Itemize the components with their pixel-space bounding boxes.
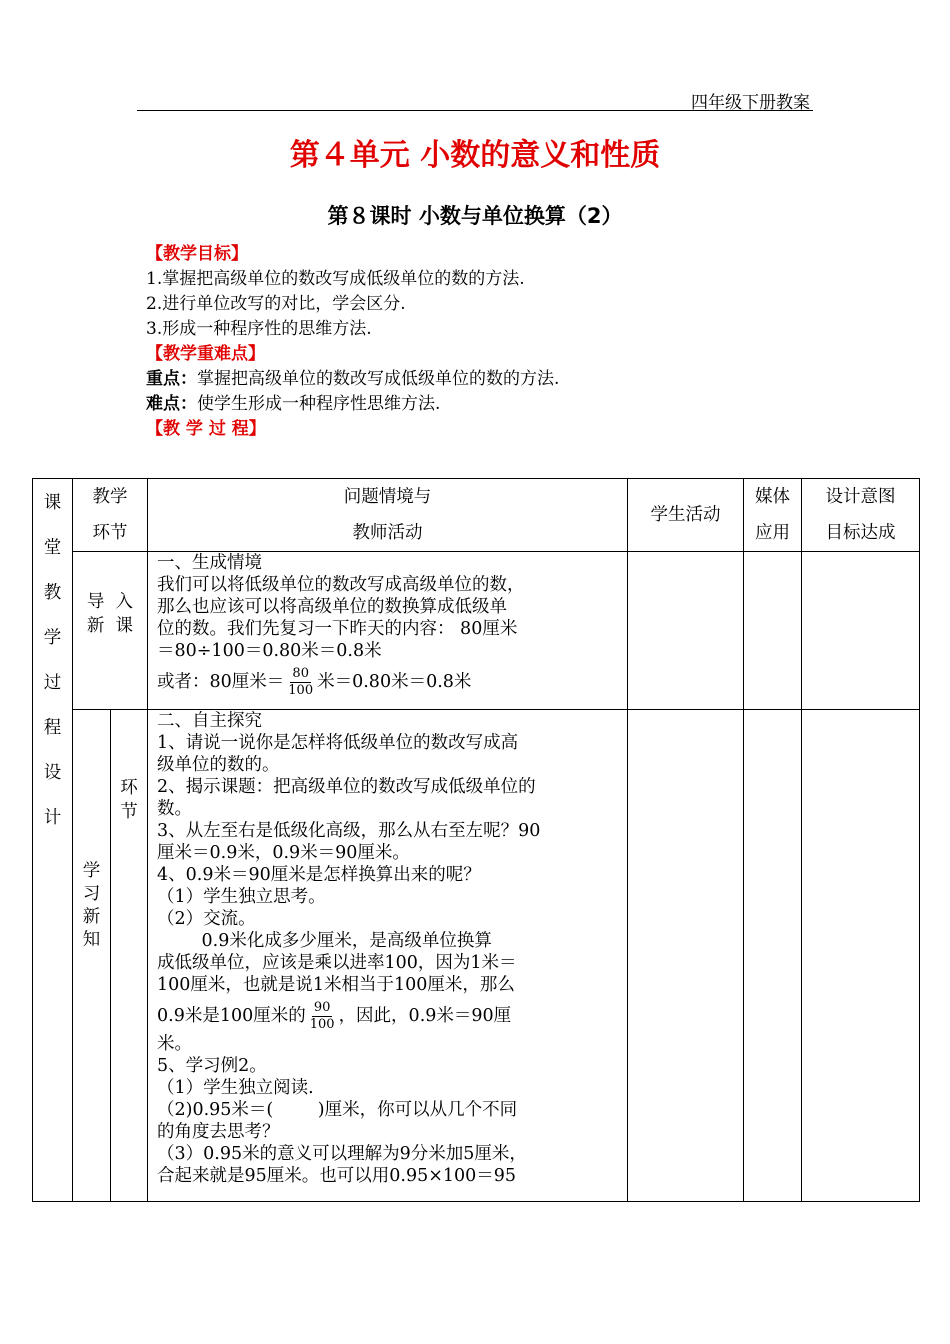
fraction-denominator: 100 [288,683,314,698]
text-line: 100厘米，也就是说1米相当于100厘米，那么 [157,975,515,995]
substage-char: 节 [120,802,138,822]
text-line: 的角度去思考？ [157,1122,280,1142]
header-text: 教师活动 [352,523,423,543]
text-line: （1）学生独立思考。 [157,887,326,907]
header-rule [137,110,813,111]
header-note: 四年级下册教案 [691,93,810,113]
side-char: 过 [43,673,62,693]
text-line: （2)0.95米＝( )厘米，你可以从几个不同 [157,1100,518,1120]
header-text: 目标达成 [825,523,896,543]
page-title: 第４单元 小数的意义和性质 [289,138,661,173]
goal-item: 3.形成一种程序性的思维方法. [146,319,372,339]
text-line: 0.9米化成多少厘米，是高级单位换算 [157,931,492,951]
row1-teacher-activity [148,552,628,710]
difficulty-text: 使学生形成一种程序性思维方法. [197,394,441,414]
header-text: 教学 [92,487,128,507]
substage-char: 环 [120,778,138,798]
stage-text: 新 课 [86,616,134,636]
row2-stage [73,710,111,1202]
text-line: 2、揭示课题：把高级单位的数改写成低级单位的 [157,777,536,797]
difficulty-label: 难点： [146,394,197,414]
text-line: 那么也应该可以将高级单位的数换算成低级单 [157,597,507,617]
text-line: 数。 [157,799,192,819]
header-media [744,479,802,552]
stage-char: 新 [82,907,101,927]
row2-media [744,710,802,1202]
side-char: 堂 [43,538,62,558]
side-char: 程 [43,718,62,738]
header-stage [73,479,148,552]
key-label: 【教学重难点】 [146,344,265,364]
header-text: 设计意图 [825,487,896,507]
text-line: 5、学习例2。 [157,1056,267,1076]
goal-item: 1.掌握把高级单位的数改写成低级单位的数的方法. [146,269,525,289]
text-line: （2）交流。 [157,909,256,929]
side-char: 课 [43,493,62,513]
row2-design [802,710,920,1202]
stage-char: 习 [82,884,101,904]
header-teacher [148,479,628,552]
lesson-subtitle: 第８课时 小数与单位换算（2） [327,204,623,228]
row2-student-activity [628,710,744,1202]
stage-char: 知 [82,930,101,950]
text-line: （3）0.95米的意义可以理解为9分米加5厘米， [157,1144,527,1164]
objectives-block [146,242,766,442]
header-text: 应用 [755,523,790,543]
side-char: 计 [43,808,62,828]
difficulty-line [146,392,766,417]
fraction-numerator: 80 [292,666,309,681]
text-line: 二、自主探究 [157,711,262,731]
text-line: 米。 [157,1034,192,1054]
side-char: 设 [43,763,62,783]
header-text: 问题情境与 [343,487,432,507]
text-segment: 或者：80厘米＝ [157,672,285,692]
text-line: 一、生成情境 [157,553,262,573]
fraction-line [157,1000,623,1033]
header-student: 学生活动 [628,479,744,552]
lesson-plan-table [32,478,920,1202]
fraction-numerator: 90 [313,1000,331,1015]
key-point-label: 重点： [146,369,197,389]
header-text: 环节 [92,523,128,543]
text-line: 成低级单位，应该是乘以进率100，因为1米＝ [157,953,517,973]
text-line: 级单位的数的。 [157,755,280,775]
text-line: 合起来就是95厘米。也可以用0.95×100＝95 [157,1166,517,1186]
goals-label: 【教学目标】 [146,244,248,264]
header-design [802,479,920,552]
fraction-denominator: 100 [309,1017,335,1032]
side-label [33,479,73,1202]
row1-design [802,552,920,710]
fraction-line [157,666,623,699]
side-char: 学 [43,628,62,648]
stage-text: 导 入 [86,592,134,612]
header-text: 媒体 [755,487,790,507]
row2-substage [111,710,148,1202]
text-line: 3、从左至右是低级化高级，那么从右至左呢？90 [157,821,541,841]
text-line: ＝80÷100＝0.80米＝0.8米 [157,641,382,661]
fraction [308,1000,337,1033]
text-segment: 0.9米是100厘米的 [157,1006,306,1026]
stage-char: 学 [82,861,101,881]
goal-item: 2.进行单位改写的对比，学会区分. [146,294,406,314]
text-line: 我们可以将低级单位的数改写成高级单位的数， [157,575,525,595]
text-segment: 米＝0.80米＝0.8米 [317,672,472,692]
side-char: 教 [43,583,62,603]
process-label: 【教 学 过 程】 [146,419,266,439]
text-line: 厘米＝0.9米，0.9米＝90厘米。 [157,843,410,863]
key-point-line [146,367,766,392]
fraction [286,666,315,699]
row1-student-activity [628,552,744,710]
key-point-text: 掌握把高级单位的数改写成低级单位的数的方法. [197,369,560,389]
row1-media [744,552,802,710]
text-line: 4、0.9米＝90厘米是怎样换算出来的呢？ [157,865,481,885]
text-line: 1、请说一说你是怎样将低级单位的数改写成高 [157,733,519,753]
text-line: 位的数。我们先复习一下昨天的内容： 80厘米 [157,619,518,639]
text-segment: ，因此，0.9米＝90厘 [338,1006,512,1026]
row1-stage [73,552,148,710]
row2-teacher-activity [148,710,628,1202]
text-line: （1）学生独立阅读. [157,1078,314,1098]
